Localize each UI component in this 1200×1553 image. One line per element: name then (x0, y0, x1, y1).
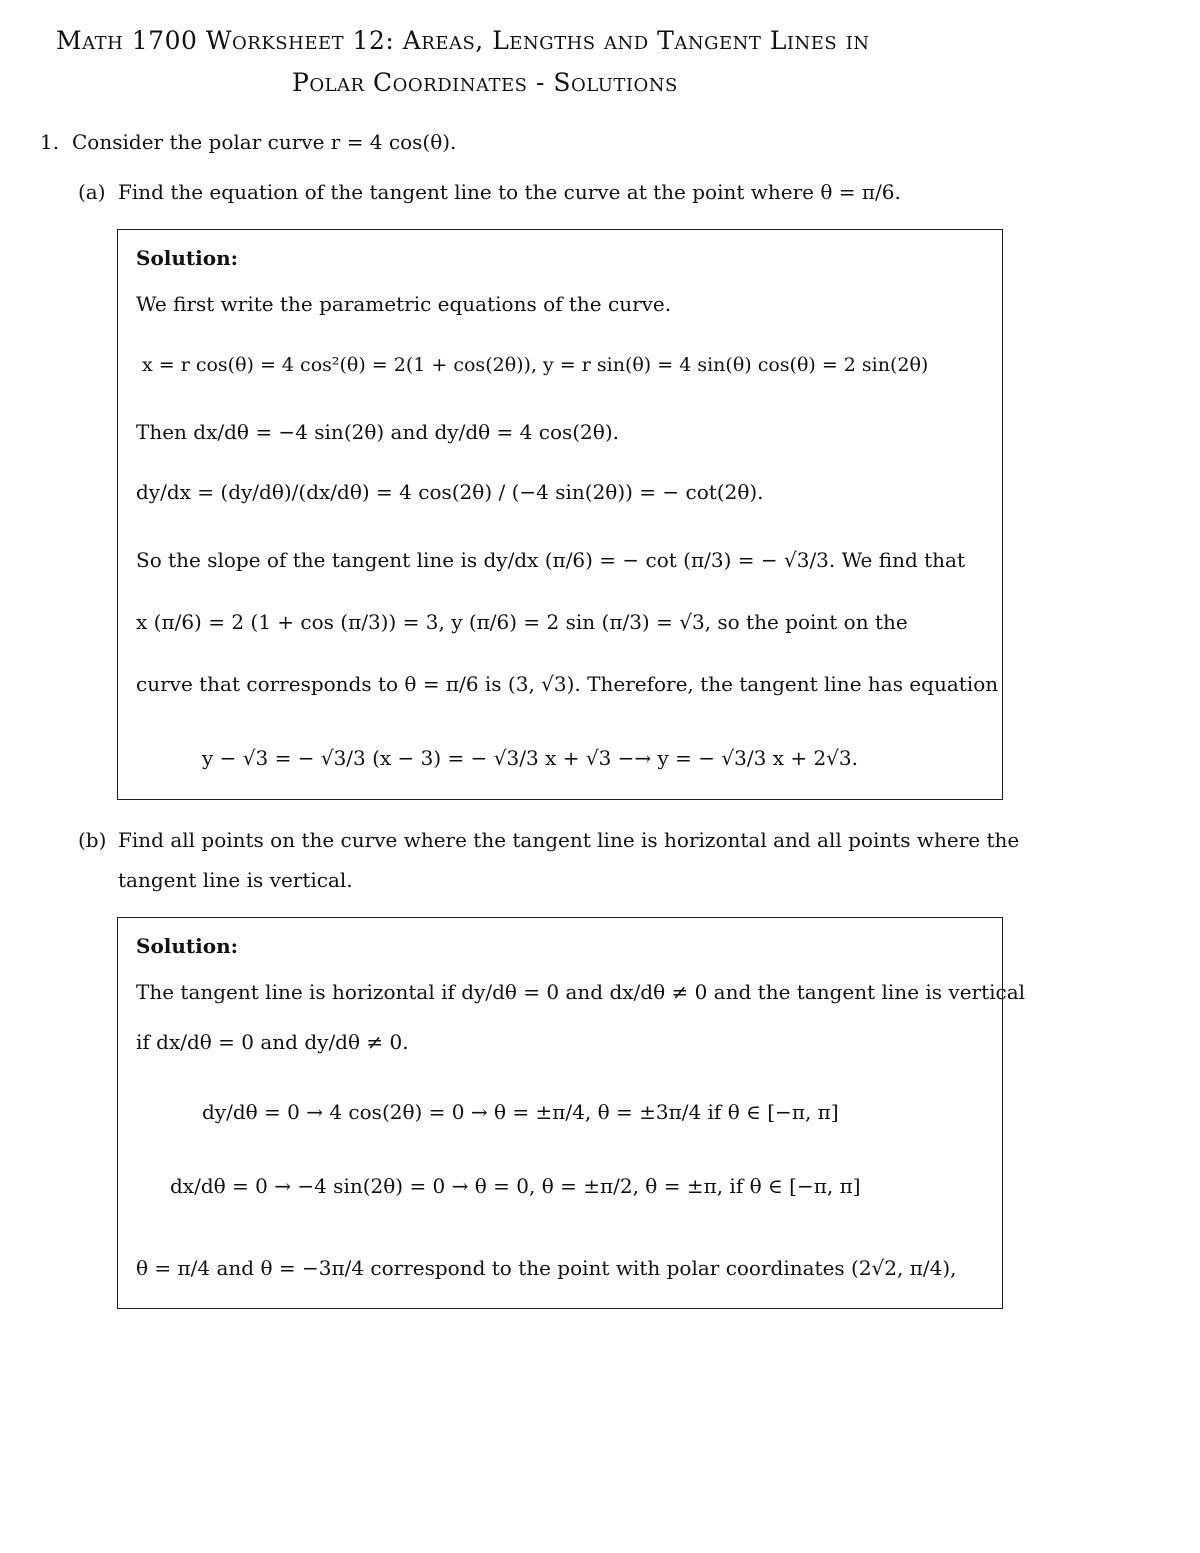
parametric-equations: x = r cos(θ) = 4 cos²(θ) = 2(1 + cos(2θ)), y = r sin(θ) = 4 sin(θ) cos(θ) = 2 sin(2θ) (142, 354, 929, 376)
part-a-label: (a) (78, 180, 106, 204)
slope-value: So the slope of the tangent line is dy/dx (π/6) = − cot (π/3) = − √3/3. We find that (136, 548, 966, 572)
page-title-line2: Polar Coordinates - Solutions (292, 68, 678, 97)
part-b-label: (b) (78, 828, 107, 852)
corresponding-point: θ = π/4 and θ = −3π/4 correspond to the point with polar coordinates (2√2, π/4), (136, 1256, 957, 1280)
part-b-question-line1: Find all points on the curve where the tangent line is horizontal and all points where the (118, 828, 1020, 852)
point-calculation: x (π/6) = 2 (1 + cos (π/3)) = 3, y (π/6) = 2 sin (π/3) = √3, so the point on the (136, 610, 908, 634)
solution-box-b (117, 917, 1026, 1309)
part-a-question: Find the equation of the tangent line to the curve at the point where θ = π/6. (118, 180, 901, 204)
problem-statement: Consider the polar curve r = 4 cos(θ). (72, 130, 457, 154)
solution-box-a (117, 229, 1003, 800)
solution-intro: We first write the parametric equations of the curve. (136, 292, 672, 316)
horizontal-tangent-solution: dy/dθ = 0 → 4 cos(2θ) = 0 → θ = ±π/4, θ = ±3π/4 if θ ∈ [−π, π] (202, 1100, 839, 1124)
page-title-line1: Math 1700 Worksheet 12: Areas, Lengths and Tangent Lines in (56, 26, 870, 55)
tangent-line-equation: y − √3 = − √3/3 (x − 3) = − √3/3 x + √3 −→ y = − √3/3 x + 2√3. (202, 746, 859, 770)
point-result: curve that corresponds to θ = π/6 is (3, √3). Therefore, the tangent line has equation (136, 672, 999, 696)
solution-heading: Solution: (136, 934, 239, 958)
slope-formula: dy/dx = (dy/dθ)/(dx/dθ) = 4 cos(2θ) / (−4 sin(2θ)) = − cot(2θ). (136, 480, 764, 504)
problem-number: 1. (40, 130, 60, 154)
condition-line1: The tangent line is horizontal if dy/dθ = 0 and dx/dθ ≠ 0 and the tangent line is vertical (136, 980, 1026, 1004)
vertical-tangent-solution: dx/dθ = 0 → −4 sin(2θ) = 0 → θ = 0, θ = ±π/2, θ = ±π, if θ ∈ [−π, π] (170, 1174, 861, 1198)
condition-line2: if dx/dθ = 0 and dy/dθ ≠ 0. (136, 1030, 409, 1054)
derivatives-line: Then dx/dθ = −4 sin(2θ) and dy/dθ = 4 cos(2θ). (136, 420, 619, 444)
part-b-question-line2: tangent line is vertical. (118, 868, 353, 892)
solution-heading: Solution: (136, 246, 239, 270)
